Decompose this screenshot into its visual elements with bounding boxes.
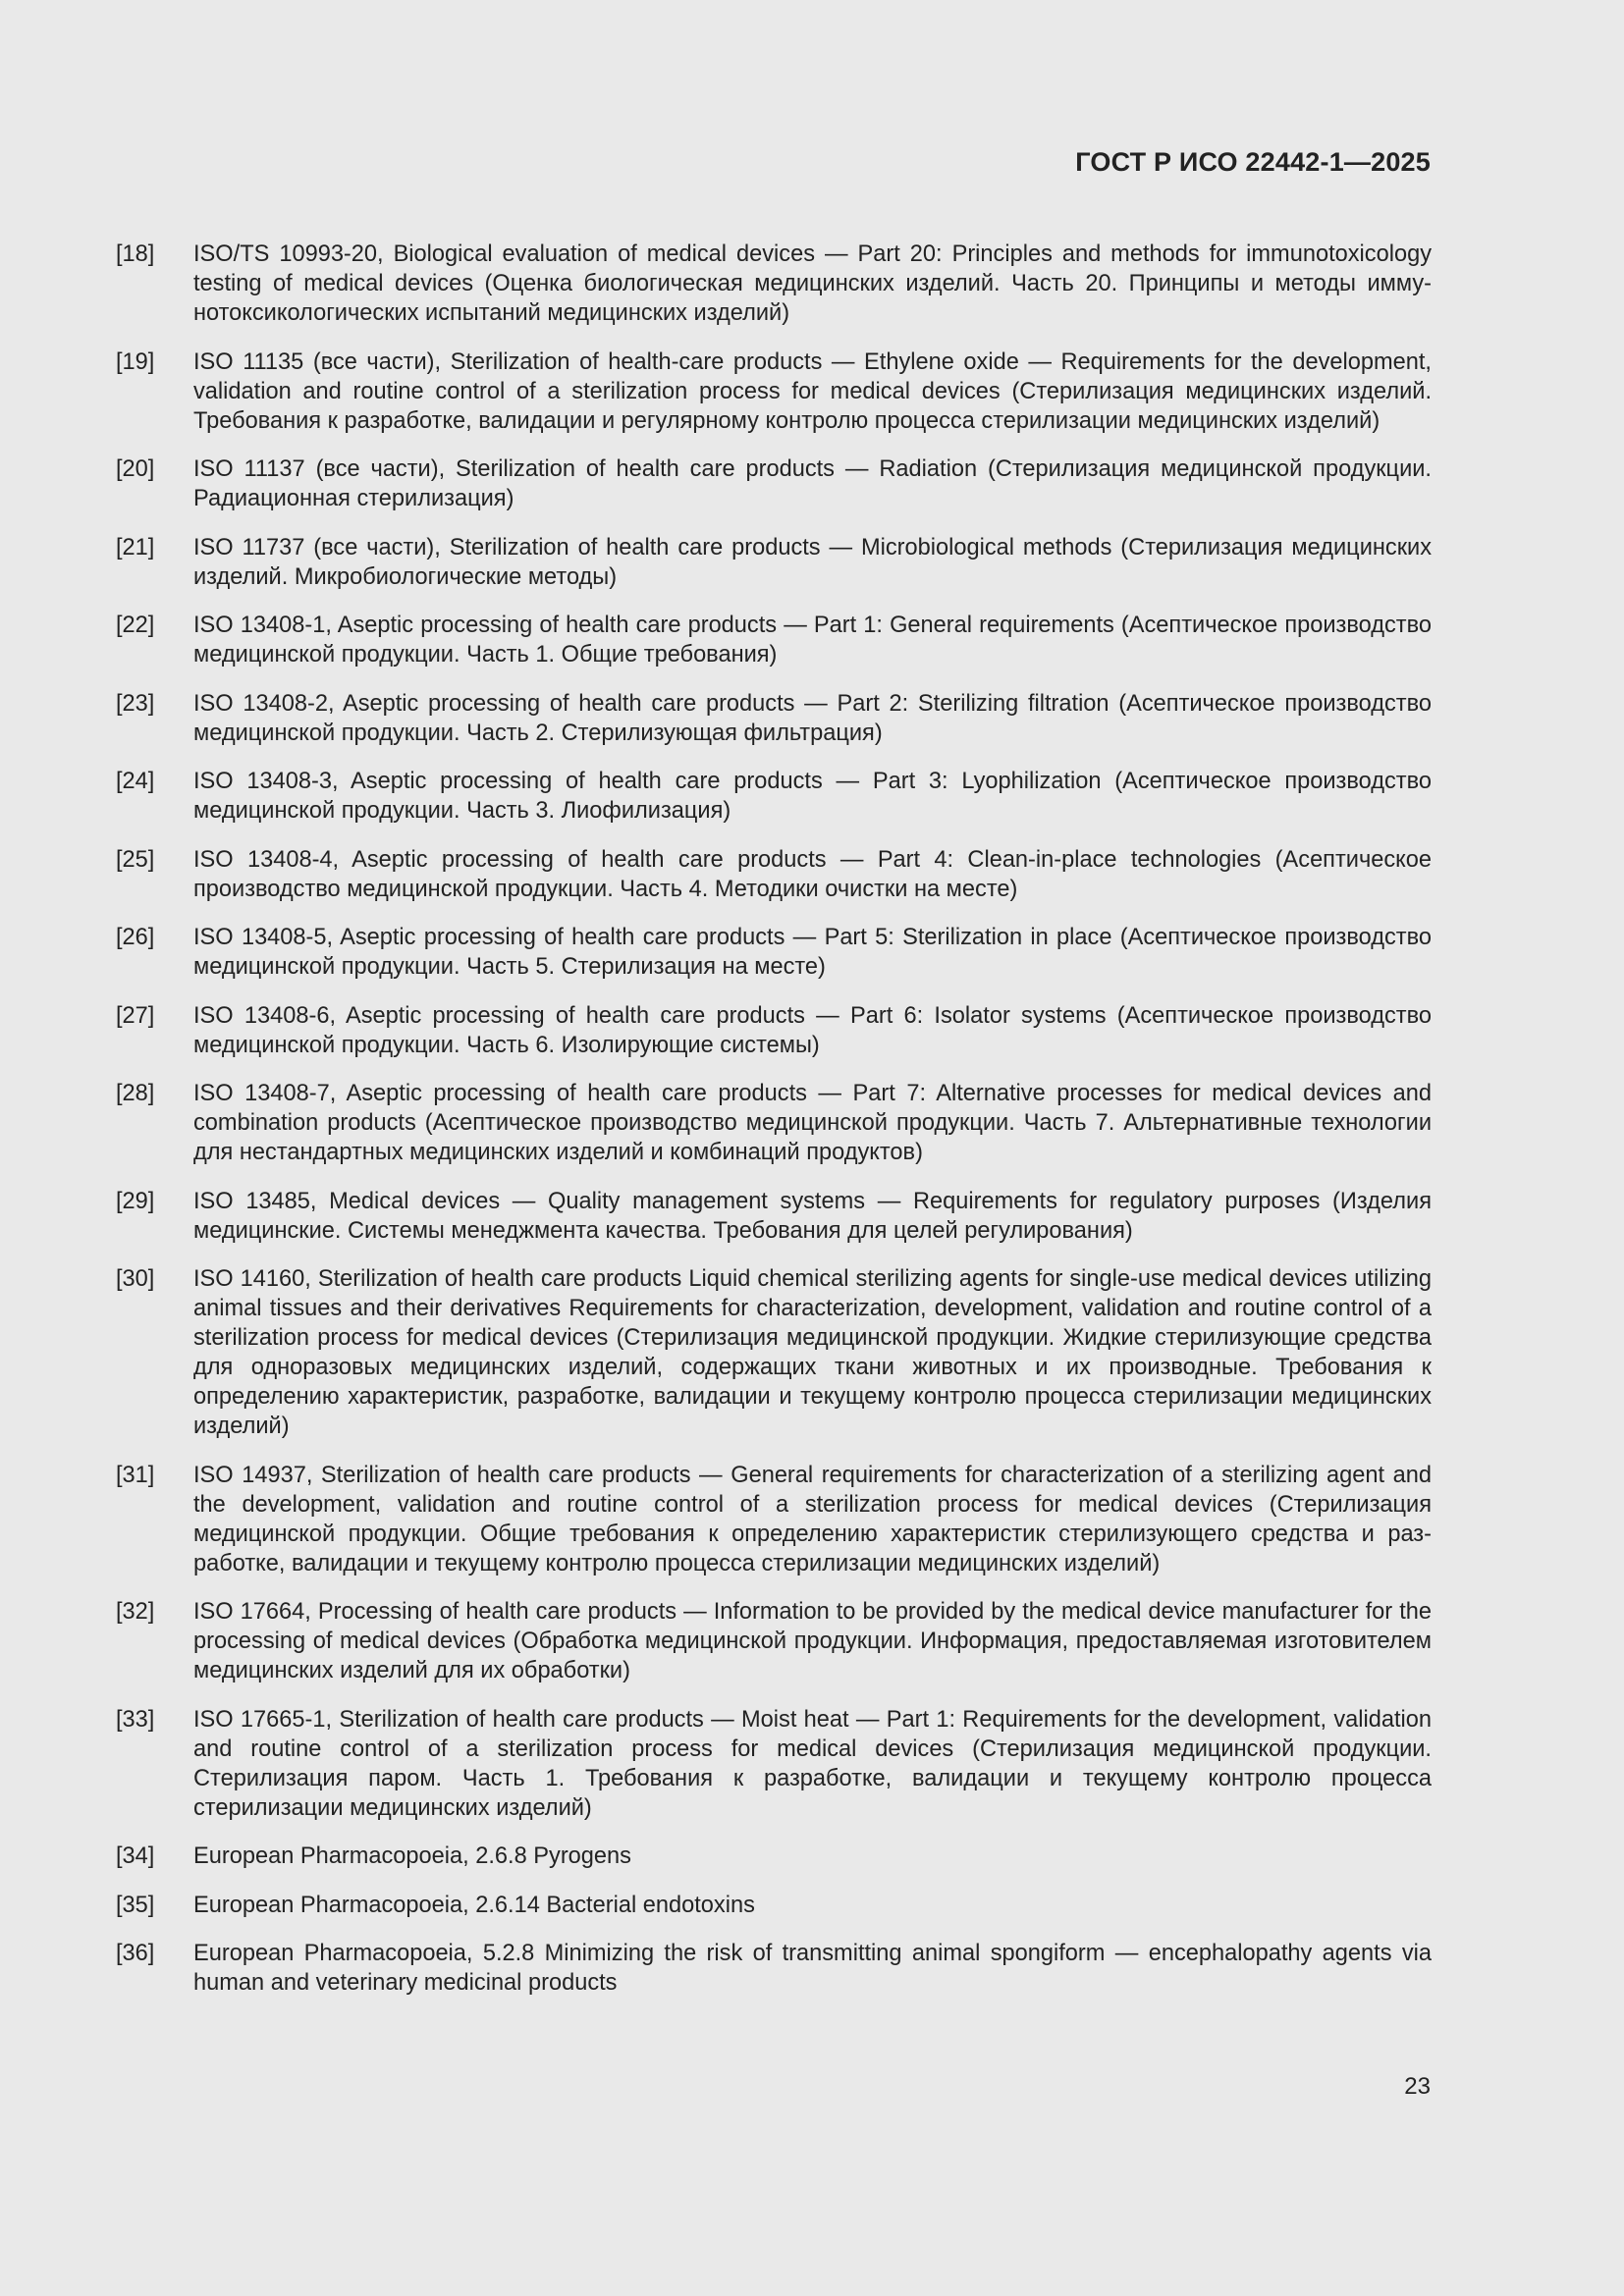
reference-item (116, 923, 1432, 982)
reference-item (116, 611, 1432, 669)
reference-item (116, 1842, 1432, 1871)
reference-item (116, 1079, 1432, 1167)
reference-number: [31] (116, 1462, 155, 1488)
reference-text: European Pharmacopoeia, 2.6.8 Pyrogens (193, 1843, 631, 1869)
reference-text: ISO 11737 (все части), Sterilization of health care products — Microbiological methods (Стерилизация медицинских изделий. Микробиологические методы) (193, 534, 1432, 590)
reference-item (116, 454, 1432, 513)
reference-item (116, 347, 1432, 436)
reference-item (116, 845, 1432, 904)
reference-text: European Pharmacopoeia, 2.6.14 Bacterial endotoxins (193, 1892, 755, 1918)
reference-item (116, 689, 1432, 748)
reference-number: [32] (116, 1599, 155, 1625)
reference-item (116, 1597, 1432, 1685)
reference-text: ISO 11137 (все части), Sterilization of health care products — Radiation (Стерилизация медицинской продукции. Радиационная стерилизация) (193, 456, 1432, 511)
reference-text: ISO 11135 (все части), Sterilization of health-care products — Ethylene oxide — Requirements for the development, validation and routine control of a sterilization process for medical devices (Стерилизация медицинских изделий. Требования к разработке, валидации и регулярному контролю процесса стерилизации медицинских изделий) (193, 348, 1432, 434)
reference-number: [26] (116, 925, 155, 950)
reference-text: ISO 17664, Processing of health care products — Information to be provided by the medical device manufacturer for the processing of medical devices (Обработка медицинской продукции. Информация, предоставляемая изготовителем медицинских изделий для их обработки) (193, 1599, 1432, 1683)
reference-text: ISO/TS 10993-20, Biological evaluation of medical devices — Part 20: Principles and methods for immunotoxicology testing of medical devices (Оценка биологическая медицинских изделий. Часть 20. Принципы и методы иммунотоксикологических испытаний медицинских изделий) (193, 241, 1432, 326)
reference-number: [18] (116, 241, 155, 267)
reference-item (116, 1264, 1432, 1441)
bibliography-list (116, 240, 1432, 2017)
reference-text: ISO 13485, Medical devices — Quality management systems — Requirements for regulatory purposes (Изделия медицинские. Системы менеджмента качества. Требования для целей регулирования) (193, 1188, 1432, 1244)
reference-number: [29] (116, 1188, 155, 1214)
reference-text: ISO 14160, Sterilization of health care products Liquid chemical sterilizing agents for single-use medical devices utilizing animal tissues and their derivatives Requirements for characterization, development, validation and routine control of a sterilization process for medical devices (Стерилизация медицинской продукции. Жидкие стерилизующие средства для одноразовых медицинских изделий, содержащих ткани животных и их производные. Требования к определению характеристик, разработке, валидации и текущему контролю процесса стерилизации медицинских изделий) (193, 1266, 1432, 1439)
reference-number: [28] (116, 1081, 155, 1106)
reference-number: [25] (116, 846, 155, 873)
reference-number: [23] (116, 690, 155, 717)
reference-item (116, 767, 1432, 826)
reference-text: ISO 13408-4, Aseptic processing of health care products — Part 4: Clean-in-place technologies (Асептическое производство медицинской продукции. Часть 4. Методики очистки на месте) (193, 846, 1432, 902)
reference-number: [24] (116, 769, 155, 794)
reference-number: [36] (116, 1941, 155, 1966)
reference-number: [20] (116, 456, 155, 482)
reference-number: [30] (116, 1266, 155, 1292)
reference-item (116, 1939, 1432, 1998)
reference-item (116, 1891, 1432, 1920)
reference-text: ISO 13408-2, Aseptic processing of health care products — Part 2: Sterilizing filtration (Асептическое производство медицинской продукции. Часть 2. Стерилизующая фильтрация) (193, 690, 1432, 746)
reference-number: [35] (116, 1892, 155, 1918)
reference-text: ISO 13408-7, Aseptic processing of health care products — Part 7: Alternative processes for medical devices and combination products (Асептическое производство медицинской продукции. Часть 7. Альтернативные технологии для нестандартных медицинских изделий и комбинаций продуктов) (193, 1081, 1432, 1165)
reference-text: ISO 13408-6, Aseptic processing of health care products — Part 6: Isolator systems (Асептическое производство медицинской продукции. Часть 6. Изолирующие системы) (193, 1002, 1432, 1058)
reference-number: [21] (116, 534, 155, 561)
reference-text: ISO 13408-3, Aseptic processing of health care products — Part 3: Lyophilization (Асептическое производство медицинской продукции. Часть 3. Лиофилизация) (193, 769, 1432, 824)
reference-item (116, 1187, 1432, 1246)
reference-item (116, 1461, 1432, 1578)
reference-item (116, 533, 1432, 592)
document-code: ГОСТ Р ИСО 22442-1—2025 (1075, 147, 1431, 177)
reference-text: ISO 13408-5, Aseptic processing of health care products — Part 5: Sterilization in place (Асептическое производство медицинской продукции. Часть 5. Стерилизация на месте) (193, 925, 1432, 980)
page-number: 23 (1404, 2073, 1431, 2100)
reference-item (116, 240, 1432, 328)
reference-number: [22] (116, 613, 155, 638)
reference-number: [19] (116, 348, 155, 375)
reference-text: ISO 17665-1, Sterilization of health care products — Moist heat — Part 1: Requirements for the development, validation and routine control of a sterilization process for medical devices (Стерилизация медицинской продукции. Стерилизация паром. Часть 1. Требования к разработке, валидации и текущему контролю процесса стерилизации медицинских изделий) (193, 1706, 1432, 1821)
reference-item (116, 1001, 1432, 1060)
reference-number: [27] (116, 1002, 155, 1029)
reference-number: [34] (116, 1843, 155, 1869)
reference-text: ISO 14937, Sterilization of health care products — General requirements for characterization of a sterilizing agent and the development, validation and routine control of a sterilization process for medical devices (Стерилизация медицинской продукции. Общие требования к определению характеристик стерилизующего средства и разработке, валидации и текущему контролю процесса стерилизации медицинских изделий) (193, 1462, 1432, 1576)
reference-item (116, 1705, 1432, 1823)
reference-text: European Pharmacopoeia, 5.2.8 Minimizing the risk of transmitting animal spongiform — encephalopathy agents via human and veterinary medicinal products (193, 1941, 1432, 1996)
reference-number: [33] (116, 1706, 155, 1733)
reference-text: ISO 13408-1, Aseptic processing of health care products — Part 1: General requirements (Асептическое производство медицинской продукции. Часть 1. Общие требования) (193, 613, 1432, 667)
